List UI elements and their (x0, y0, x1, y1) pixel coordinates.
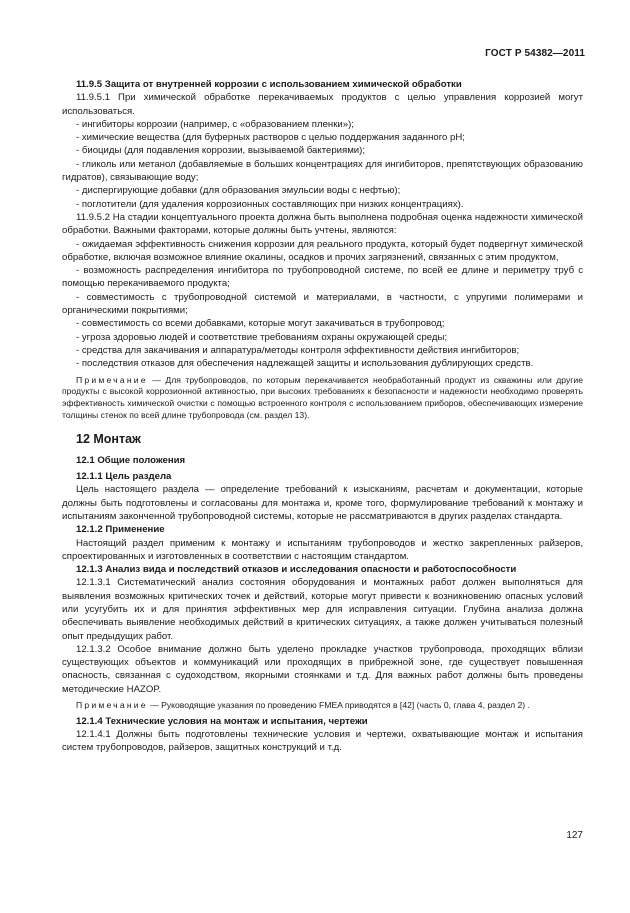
note-12-1-3 (62, 700, 583, 712)
list-item: - последствия отказов для обеспечения надлежащей защиты и использования дублирующих средств. (76, 358, 534, 370)
page-number: 127 (566, 830, 583, 841)
note-label: Примечание (76, 374, 148, 385)
page-content (62, 78, 583, 755)
section-12-1-3-heading: 12.1.3 Анализ вида и последствий отказов и исследования опасности и работоспособности (76, 564, 517, 576)
standard-header: ГОСТ Р 54382—2011 (485, 48, 585, 59)
paragraph-11-9-5-2: 11.9.5.2 На стадии концептуального проекта должна быть выполнена подробная оценка надежности химической обработки. Важными факторами, которые должны быть учтены, являются: (62, 211, 583, 237)
list-item: - диспергирующие добавки (для образования эмульсии воды с нефтью); (76, 185, 401, 197)
note-text: — Руководящие указания по проведению FMEA приводятся в [42] (часть 0, глава 4, раздел 2) . (150, 700, 530, 711)
section-12-1-1-heading: 12.1.1 Цель раздела (76, 471, 172, 483)
paragraph-12-1-4-1: 12.1.4.1 Должны быть подготовлены технические условия и чертежи, охватывающие монтаж и испытания систем трубопроводов, райзеров, защитных конструкций и т.д. (62, 729, 583, 754)
paragraph-12-1-2: Настоящий раздел применим к монтажу и испытаниям трубопроводов и жестко закрепленных райзеров, спроектированных и изготовленных в соответствии с настоящим стандартом. (62, 537, 583, 562)
list-item: - возможность распределения ингибитора по трубопроводной системе, по всей ее длине и периметру труб с помощью перекачиваемого продукта; (62, 265, 583, 290)
paragraph-11-9-5-1: 11.9.5.1 При химической обработке перекачиваемых продуктов с целью управления коррозией могут использоваться. (62, 92, 583, 117)
note-label: Примечание (76, 700, 148, 711)
note-text: — Для трубопроводов, по которым перекачивается необработанный продукт из скважины или другие продукты с высокой коррозионной активностью, при высоких требованиях к безопасности и надежности необходимо проверять эффективность химической очистки с помощью встроенного контроля с использованием приборов, обеспечивающих измерение толщины стенок по всей длине трубопровода (см. раздел 13). (62, 374, 583, 420)
list-item: - поглотители (для удаления коррозионных составляющих при низких концентрациях). (76, 198, 464, 210)
section-12-heading: 12 Монтаж (76, 431, 141, 446)
list-item: - совместимость с трубопроводной системой и материалами, в частности, с упругими полимерами и органическими покрытиями; (62, 291, 583, 317)
list-item: - гликоль или метанол (добавляемые в больших концентрациях для ингибиторов, препятствующих образованию гидратов), связывающие воду; (62, 158, 583, 184)
section-12-1-heading: 12.1 Общие положения (76, 454, 186, 466)
note-11-9-5 (62, 375, 583, 422)
section-12-1-4-heading: 12.1.4 Технические условия на монтаж и испытания, чертежи (76, 715, 368, 727)
list-item: - совместимость со всеми добавками, которые могут закачиваться в трубопровод; (76, 318, 445, 330)
list-item: - химические вещества (для буферных растворов с целью поддержания заданного pH; (76, 132, 465, 144)
section-12-1-2-heading: 12.1.2 Применение (76, 524, 165, 536)
list-item: - ожидаемая эффективность снижения коррозии для реального продукта, который будет подвергнут химической обработке, включая возможное влияние окалины, осадков и прочих загрязнений, связанных с этим продуктом, (62, 238, 583, 263)
list-item: - биоциды (для подавления коррозии, вызываемой бактериями); (76, 145, 366, 157)
list-item: - средства для закачивания и аппаратура/методы контроля эффективности действия ингибиторов; (76, 344, 520, 356)
paragraph-12-1-3-2: 12.1.3.2 Особое внимание должно быть уделено прокладке участков трубопровода, проходящих вблизи существующих объектов и коммуникаций или проходящих в прибрежной зоне, где существует повышенная опасность, связанная с судоходством, якорными стоянками и т.д. Для важных работ должны быть проведены методические HAZOP. (62, 643, 583, 695)
list-item: - ингибиторы коррозии (например, с «образованием пленки»); (76, 118, 354, 130)
list-item: - угроза здоровью людей и соответствие требованиям охраны окружающей среды; (76, 331, 448, 343)
paragraph-12-1-3-1: 12.1.3.1 Систематический анализ состояния оборудования и монтажных работ должен выполняться для выявления возможных критических точек и действий, которые могут привести к возникновению опасных условий или усугубить их и для принятия эффективных мер для исправления ситуации. Глубина анализа должна обеспечивать выявление необходимых действий в критических ситуациях, а также должен учитываться полезный опыт предыдущих работ. (62, 577, 583, 642)
paragraph-12-1-1: Цель настоящего раздела — определение требований к изысканиям, расчетам и документации, которые должны быть подготовлены и согласованы для монтажа и, кроме того, формулирование требований к монтажу и испытаниям законченной трубопроводной системы, которые не рассматриваются в других разделах стандарта. (62, 484, 583, 522)
section-11-9-5-heading: 11.9.5 Защита от внутренней коррозии с использованием химической обработки (76, 79, 462, 90)
